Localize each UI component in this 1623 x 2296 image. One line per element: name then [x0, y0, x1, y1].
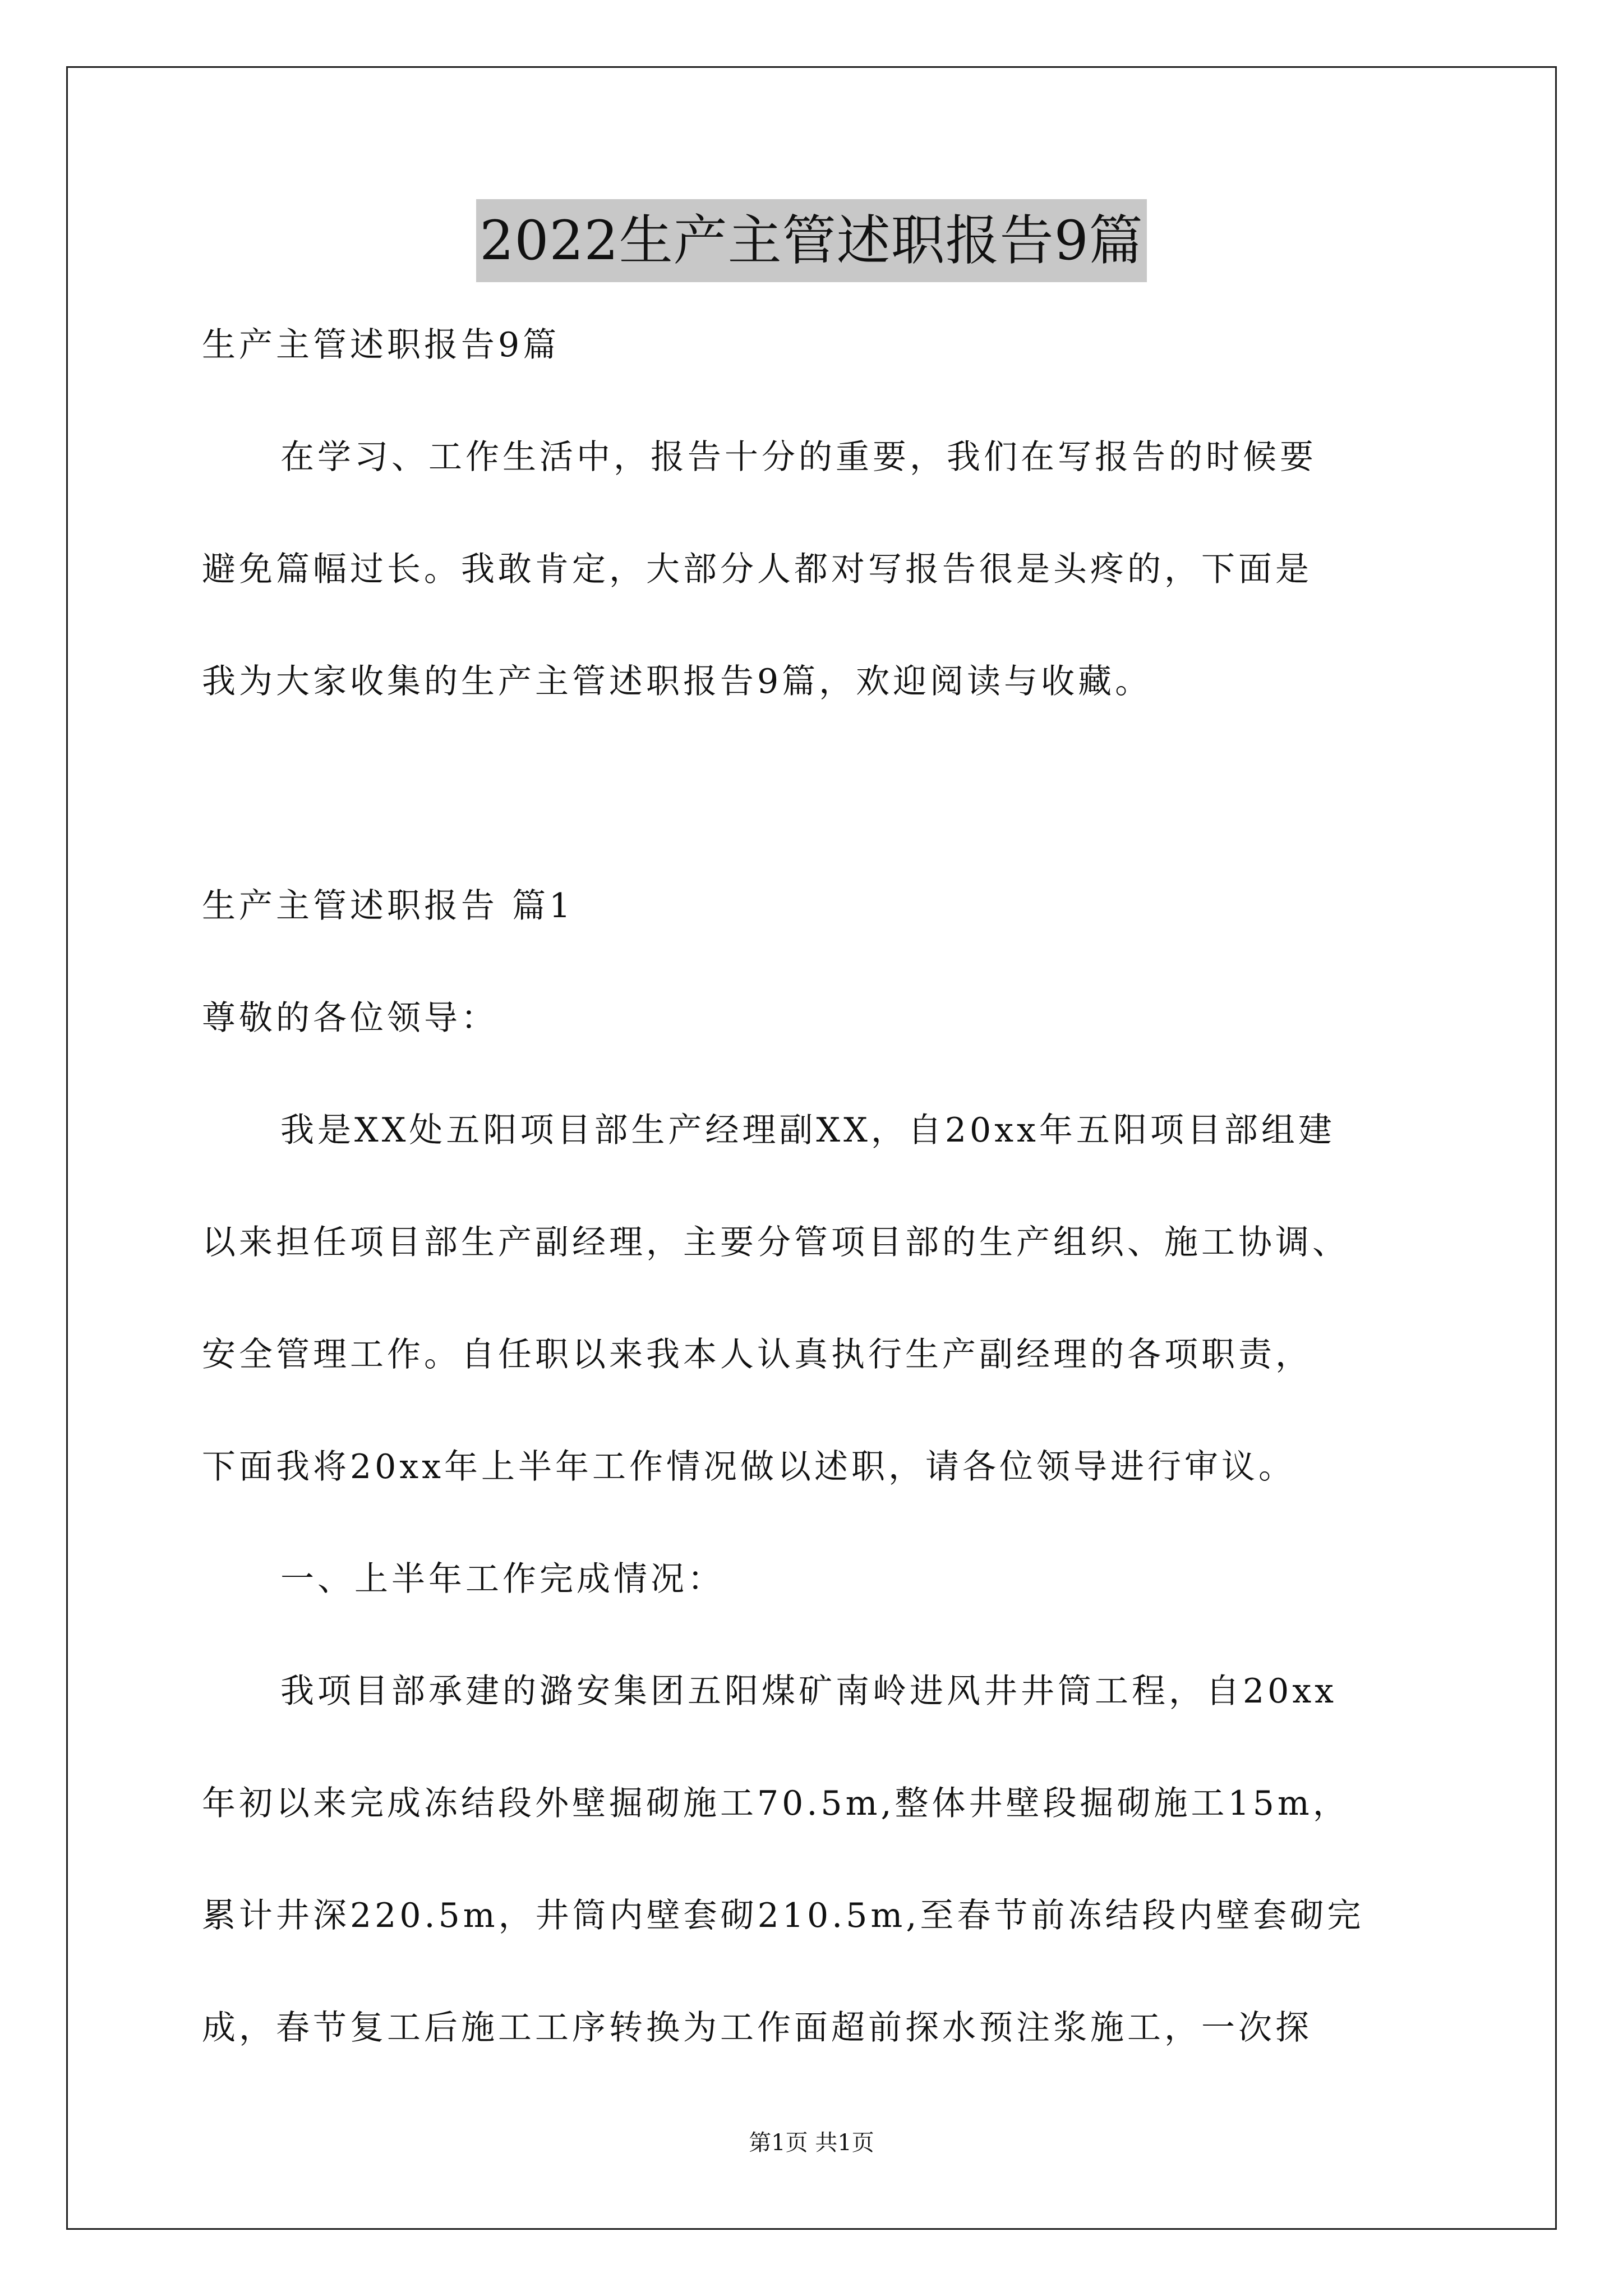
title-wrap — [0, 199, 1623, 282]
subtitle-line: 生产主管述职报告9篇 — [202, 325, 560, 365]
paragraph-line: 我项目部承建的潞安集团五阳煤矿南岭进风井井筒工程，自20xx — [280, 1672, 1338, 1711]
paragraph-line: 以来担任项目部生产副经理，主要分管项目部的生产组织、施工协调、 — [202, 1223, 1349, 1262]
paragraph-line: 下面我将20xx年上半年工作情况做以述职，请各位领导进行审议。 — [202, 1447, 1296, 1487]
paragraph-line: 成，春节复工后施工工序转换为工作面超前探水预注浆施工，一次探 — [202, 2008, 1312, 2047]
page-footer: 第1页 共1页 — [749, 2130, 874, 2156]
paragraph-line: 避免篇幅过长。我敢肯定，大部分人都对写报告很是头疼的，下面是 — [202, 550, 1312, 589]
paragraph-line: 在学习、工作生活中，报告十分的重要，我们在写报告的时候要 — [280, 438, 1317, 477]
paragraph-line: 我为大家收集的生产主管述职报告9篇，欢迎阅读与收藏。 — [202, 662, 1152, 701]
document-title: 2022生产主管述职报告9篇 — [476, 199, 1146, 282]
paragraph-line: 年初以来完成冻结段外壁掘砌施工70.5m,整体井壁段掘砌施工15m， — [202, 1784, 1350, 1823]
paragraph-line: 我是XX处五阳项目部生产经理副XX，自20xx年五阳项目部组建 — [280, 1111, 1335, 1150]
paragraph-line: 累计井深220.5m，井筒内壁套砌210.5m,至春节前冻结段内壁套砌完 — [202, 1896, 1364, 1935]
paragraph-line: 安全管理工作。自任职以来我本人认真执行生产副经理的各项职责， — [202, 1335, 1312, 1374]
salutation: 尊敬的各位领导： — [202, 999, 498, 1038]
section-heading: 生产主管述职报告 篇1 — [202, 886, 574, 926]
subsection-heading: 一、上半年工作完成情况： — [280, 1559, 725, 1599]
